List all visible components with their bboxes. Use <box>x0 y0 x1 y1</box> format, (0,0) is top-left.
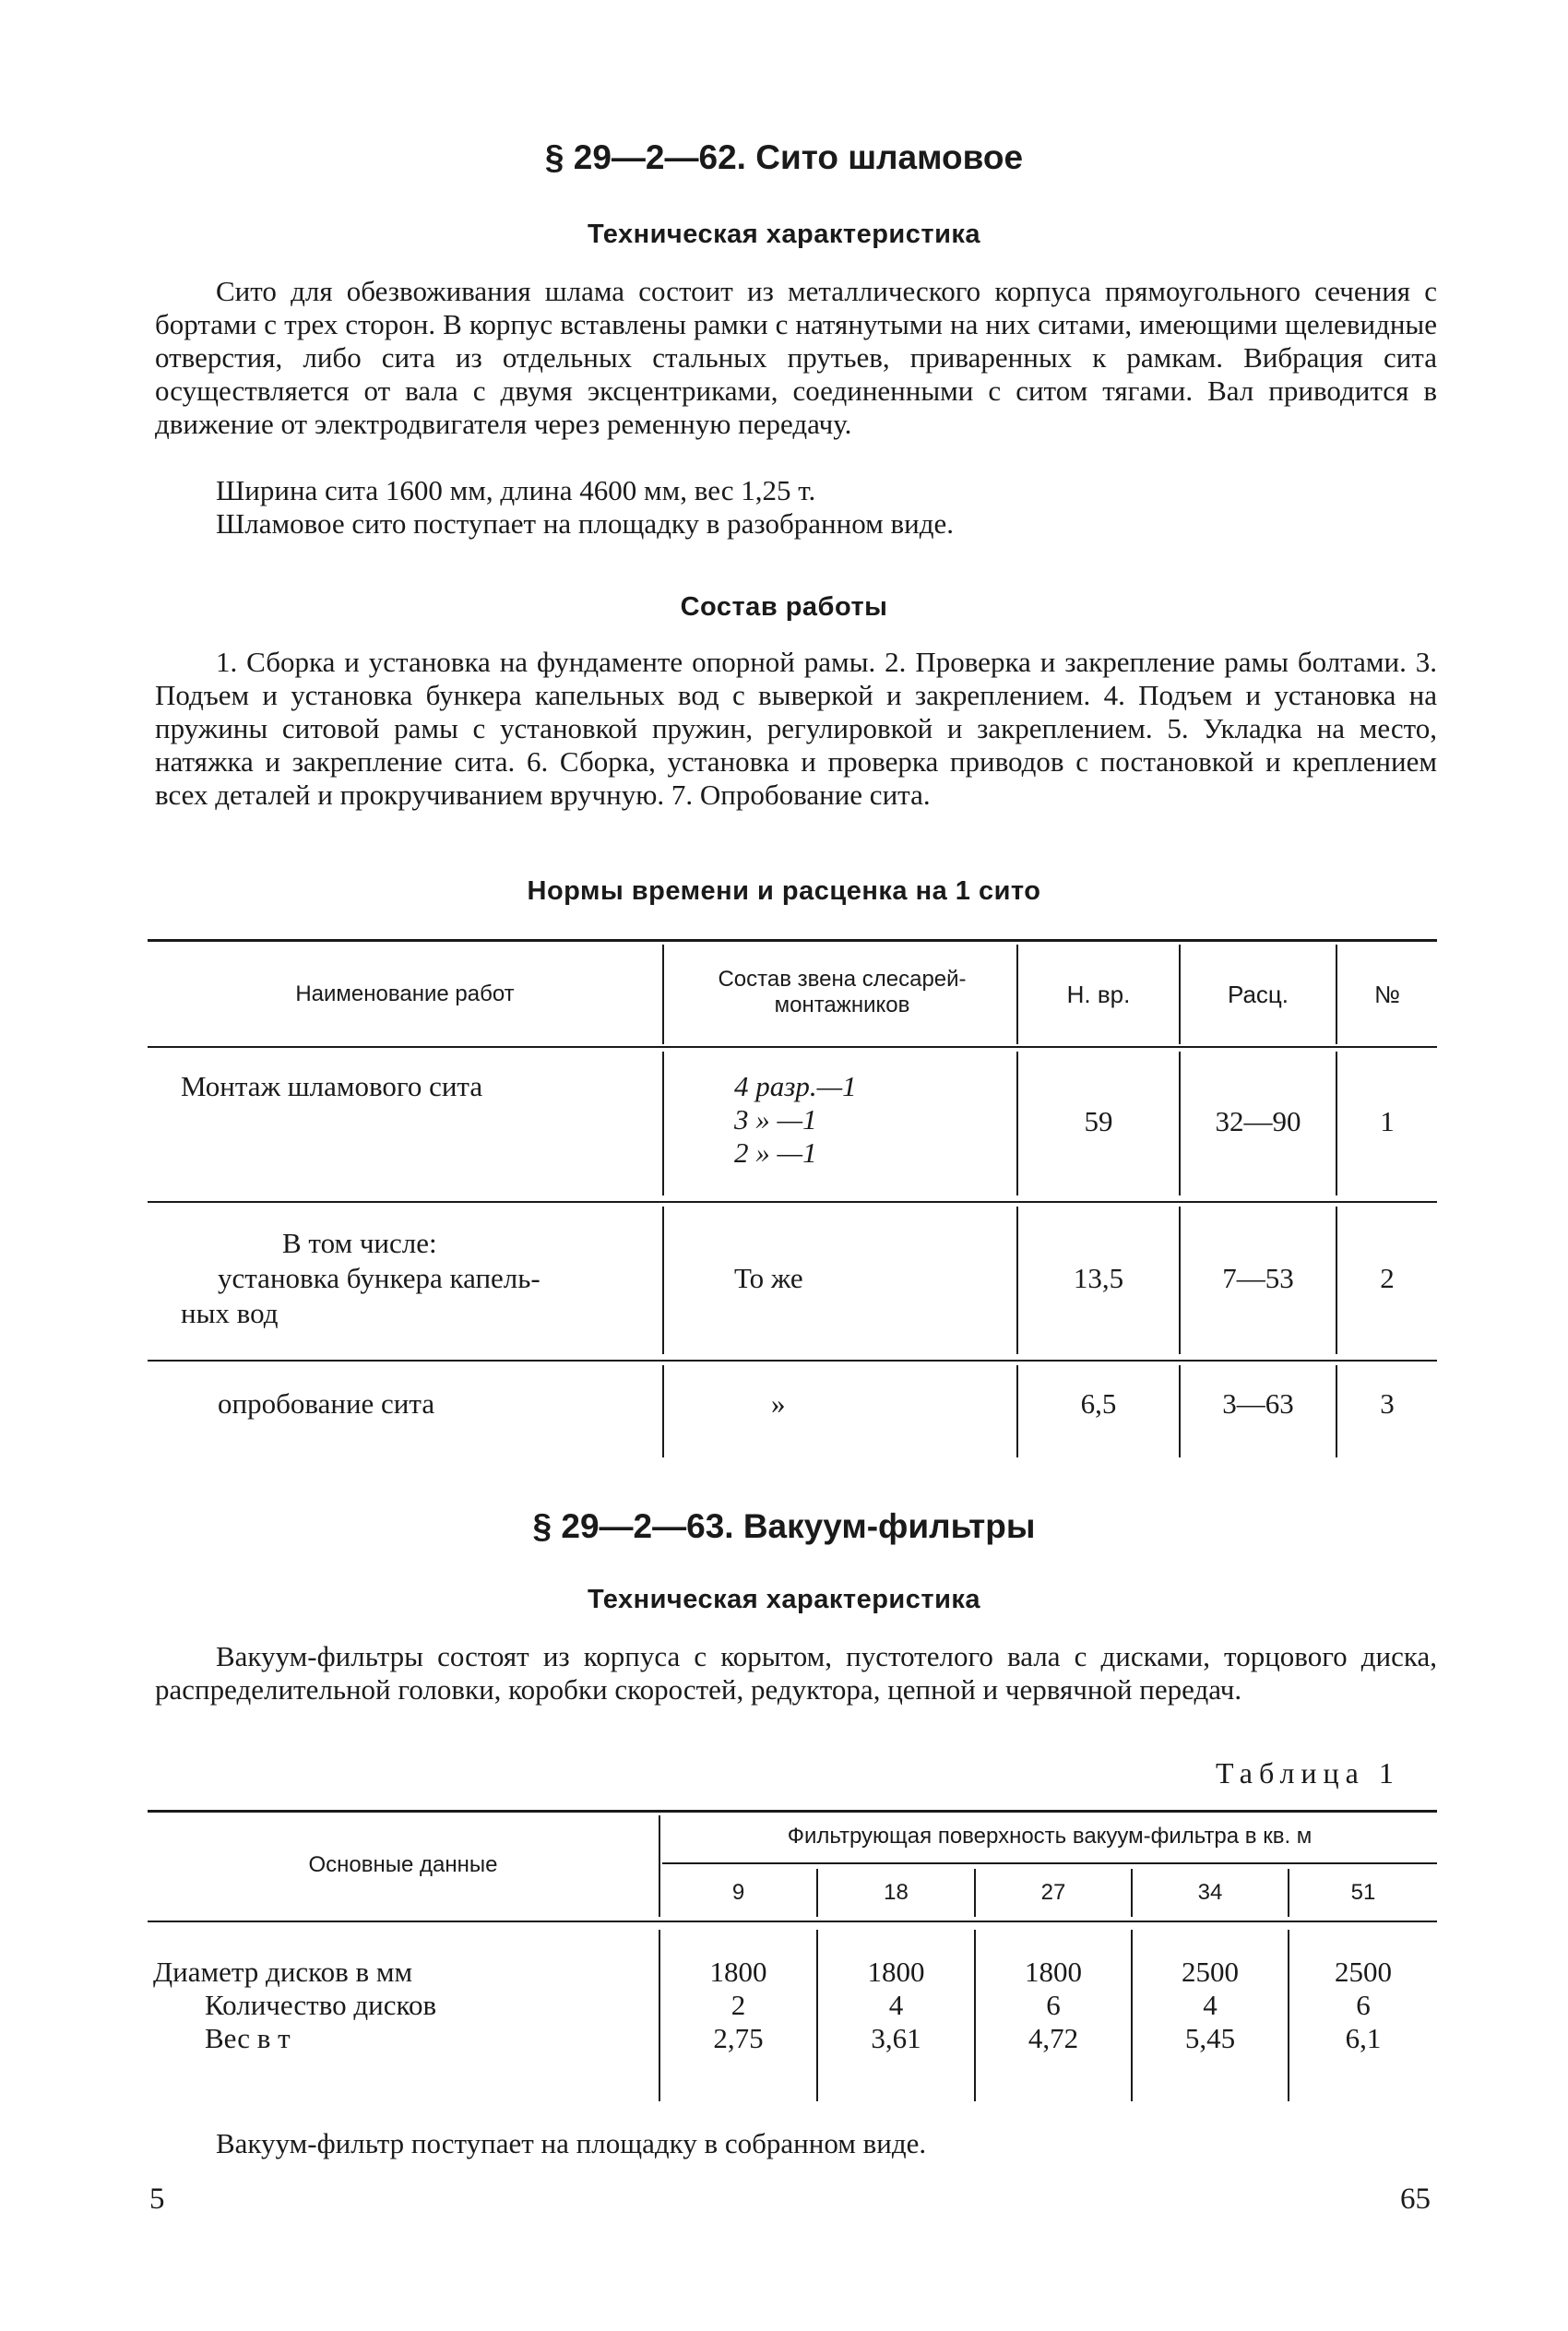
delivery-text-2: Вакуум-фильтр поступает на площадку в собранном виде. <box>216 2127 927 2159</box>
table-row-rule-2 <box>148 1360 1437 1362</box>
row-weight-label: Вес в т <box>205 2022 291 2054</box>
header-basic-data: Основные данные <box>308 1852 498 1877</box>
row1-rate: 32—90 <box>1215 1105 1301 1137</box>
tech-description-2: Вакуум-фильтры состоят из корпуса с корытом, пустотелого вала с дисками, торцового диска, распределительной головки, коробки скоростей, редуктора, цепной и червячной передач. <box>155 1640 1437 1706</box>
cell-diameter-9: 1800 <box>709 1956 767 1988</box>
row3-time: 6,5 <box>1080 1387 1117 1420</box>
table-caption: Таблица 1 <box>1216 1756 1400 1790</box>
cell-diameter-34: 2500 <box>1182 1956 1239 1988</box>
cell-count-27: 6 <box>1046 1989 1061 2021</box>
header-crew: Состав звена слесарей-монтажников <box>718 967 967 1017</box>
row1-crew-line2: 3 » —1 <box>734 1103 817 1136</box>
cell-count-34: 4 <box>1203 1989 1218 2021</box>
tech-heading-1: Техническая характеристика <box>587 220 981 249</box>
cell-weight-18: 3,61 <box>871 2022 921 2054</box>
cell-count-51: 6 <box>1356 1989 1371 2021</box>
table2-header-rule <box>148 1921 1437 1922</box>
cell-weight-51: 6,1 <box>1345 2022 1382 2054</box>
row1-time: 59 <box>1084 1105 1113 1137</box>
col-divider <box>662 945 664 1044</box>
row2-name-line2: установка бункера капель- <box>218 1262 540 1294</box>
header-number: № <box>1374 981 1400 1008</box>
row1-crew-line3: 2 » —1 <box>734 1136 817 1169</box>
cell-count-9: 2 <box>731 1989 746 2021</box>
header-work-name: Наименование работ <box>295 981 515 1006</box>
work-heading: Состав работы <box>680 592 888 622</box>
cell-diameter-51: 2500 <box>1335 1956 1392 1988</box>
tech-heading-2: Техническая характеристика <box>587 1585 981 1614</box>
header-time-norm: Н. вр. <box>1066 981 1131 1008</box>
tech-description-1: Сито для обезвоживания шлама состоит из металлического корпуса прямоугольного сечения с бортами с трех сторон. В корпус вставлены рамки с натянутыми на них ситами, имеющими щелевидные отверстия, либо сита из отдельных стальных прутьев, приваренных к рамкам. Вибрация сита осуществляется от вала с двумя эксцентриками, соединенными с ситом тягами. Вал приводится в движение от электродвигателя через ременную передачу. <box>155 275 1437 440</box>
row1-name: Монтаж шламового сита <box>181 1070 483 1102</box>
table-header-rule <box>148 1046 1437 1048</box>
row1-number: 1 <box>1380 1105 1395 1137</box>
table2-top-rule <box>148 1810 1437 1813</box>
col-divider <box>662 1365 664 1457</box>
left-page-mark: 5 <box>149 2182 165 2216</box>
row2-crew: То же <box>734 1262 803 1294</box>
row3-crew: » <box>771 1387 786 1420</box>
delivery-text-1: Шламовое сито поступает на площадку в разобранном виде. <box>216 507 954 540</box>
row2-name-line3: ных вод <box>181 1297 279 1329</box>
cell-diameter-27: 1800 <box>1025 1956 1082 1988</box>
norms-heading: Нормы времени и расценка на 1 сито <box>527 876 1041 906</box>
row3-rate: 3—63 <box>1222 1387 1294 1420</box>
dimensions-text: Ширина сита 1600 мм, длина 4600 мм, вес 1,25 т. <box>216 474 816 506</box>
area-9: 9 <box>731 1880 745 1905</box>
area-34: 34 <box>1197 1880 1223 1905</box>
work-description: 1. Сборка и установка на фундаменте опорной рамы. 2. Проверка и закрепление рамы болтами. 3. Подъем и установка бункера капельных вод с выверкой и закреплением. 4. Подъем и установка на пружины ситовой рамы с установкой пружин, регулировкой и закреплением. 5. Укладка на место, натяжка и закрепление сита. 6. Сборка, установка и проверка приводов с постановкой и креплением всех деталей и прокручиванием вручную. 7. Опробование сита. <box>155 646 1437 811</box>
cell-count-18: 4 <box>888 1989 904 2021</box>
table-top-rule <box>148 939 1437 942</box>
row3-number: 3 <box>1380 1387 1395 1420</box>
cell-weight-9: 2,75 <box>713 2022 764 2054</box>
row2-rate: 7—53 <box>1222 1262 1294 1294</box>
row3-name: опробование сита <box>218 1387 435 1420</box>
section-title-29-2-62: § 29—2—62. Сито шламовое <box>544 138 1024 176</box>
section-title-29-2-63: § 29—2—63. Вакуум-фильтры <box>532 1507 1036 1545</box>
col-divider <box>662 1052 664 1195</box>
area-27: 27 <box>1040 1880 1066 1905</box>
cell-weight-34: 5,45 <box>1184 2022 1236 2054</box>
area-18: 18 <box>884 1880 909 1905</box>
page-number: 65 <box>1400 2182 1431 2216</box>
col-divider <box>662 1207 664 1354</box>
area-51: 51 <box>1350 1880 1376 1905</box>
row-disk-diameter-label: Диаметр дисков в мм <box>153 1956 413 1988</box>
table-row-rule-1 <box>148 1201 1437 1203</box>
header-rate: Расц. <box>1227 981 1289 1008</box>
row2-time: 13,5 <box>1073 1262 1124 1294</box>
header-filter-area: Фильтрующая поверхность вакуум-фильтра в кв. м <box>787 1824 1313 1849</box>
row1-crew-line1: 4 разр.—1 <box>734 1070 857 1102</box>
table2-group-rule <box>662 1862 1437 1864</box>
cell-diameter-18: 1800 <box>867 1956 925 1988</box>
row2-name-line1: В том числе: <box>282 1227 437 1259</box>
row-disk-count-label: Количество дисков <box>205 1989 437 2021</box>
row2-number: 2 <box>1380 1262 1395 1294</box>
cell-weight-27: 4,72 <box>1028 2022 1079 2054</box>
